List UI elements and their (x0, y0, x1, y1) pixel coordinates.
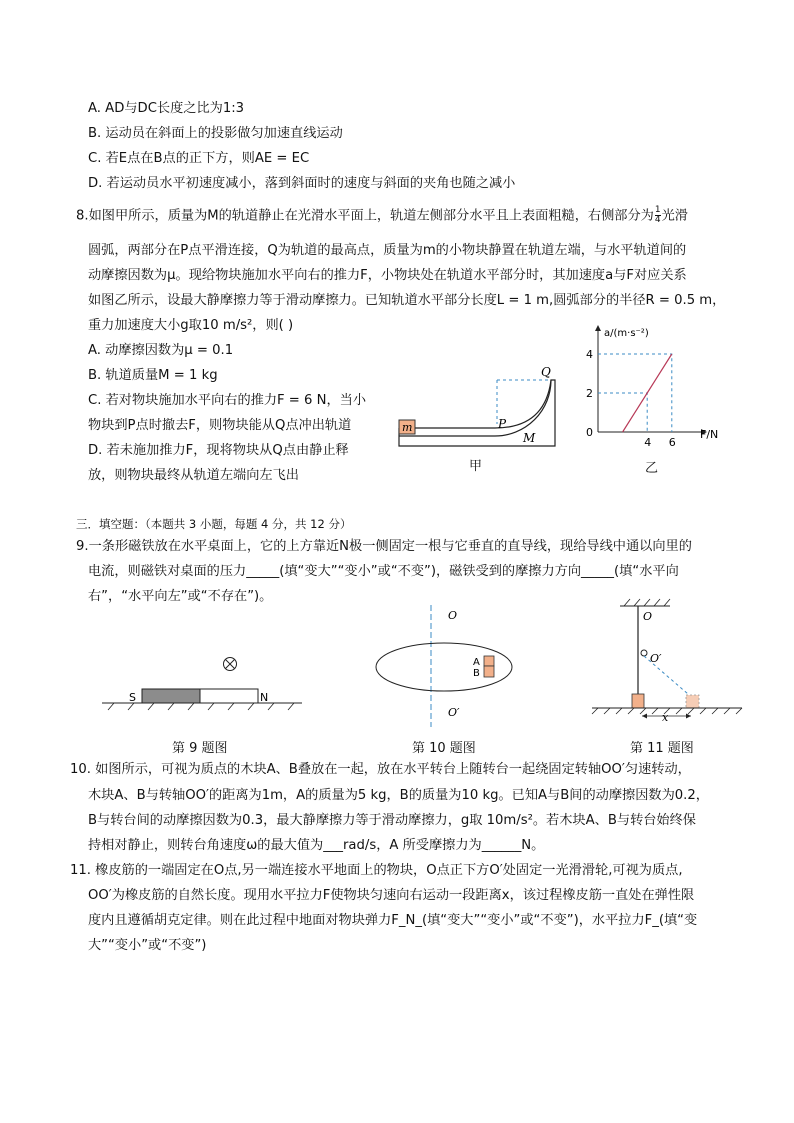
distance-label-x: x (662, 711, 669, 724)
point-label-O-prime: O′ (650, 652, 662, 665)
q11-line1: 11. 橡皮筋的一端固定在O点,另一端连接水平地面上的物块，O点正下方O′处固定一光滑滑轮,可视为质点, (70, 863, 683, 878)
figure-yi-caption: 乙 (645, 461, 659, 476)
x-tick-label-4: 4 (644, 436, 652, 449)
label-P: P (498, 417, 507, 431)
figure-11-caption: 第 11 题图 (630, 741, 694, 756)
x-axis-label: F/N (700, 428, 719, 441)
q10-line1: 10. 如图所示，可视为质点的木块A、B叠放在一起，放在水平转台上随转台一起绕固定转轴OO′匀速转动， (70, 762, 691, 777)
magnet-n-half (200, 689, 258, 703)
q11-line2: OO′为橡皮筋的自然长度。现用水平拉力F使物块匀速向右运动一段距离x，该过程橡皮筋一直处在弹性限 (88, 888, 695, 903)
label-M: M (523, 431, 536, 445)
q8-stem-line3: 动摩擦因数为μ。现给物块施加水平向右的推力F，小物块处在轨道水平部分时，其加速度a与F对应关系 (88, 268, 687, 283)
dashed-band-to-block (644, 656, 688, 694)
y-tick-label-2: 2 (586, 387, 593, 400)
q8-stem-line2: 圆弧，两部分在P点平滑连接，Q为轨道的最高点，质量为m的小物块静置在轨道左端，与水平轨道间的 (88, 243, 687, 258)
q8-stem-line4: 如图乙所示，设最大静摩擦力等于滑动摩擦力。已知轨道水平部分长度L = 1 m,圆弧部分的半径R = 0.5 m， (88, 293, 726, 308)
q8-stem-text: 8.如图甲所示，质量为M的轨道静止在光滑水平面上，轨道左侧部分水平且上表面粗糙，右侧部分为 (76, 208, 654, 224)
q10-line2: 木块A、B与转轴OO′的距离为1m，A的质量为5 kg，B的质量为10 kg。已知A与B间的动摩擦因数为0.2， (88, 788, 709, 803)
q9-line3: 右”，“水平向左”或“不存在”)。 (88, 589, 273, 604)
x-tick-label-6: 6 (668, 436, 676, 449)
block-A (484, 656, 494, 666)
magnet-s-half (142, 689, 200, 703)
q8-option-c: C. 若对物块施加水平向右的推力F = 6 N，当小 (88, 393, 367, 408)
q9-line2: 电流，则磁铁对桌面的压力_____(填“变大”“变小”或“不变”)，磁铁受到的摩擦力方向_____(填“水平向 (88, 564, 679, 579)
y-axis-label: a/(m·s⁻²) (604, 328, 649, 339)
block-B (484, 666, 494, 677)
ceiling-hatching (624, 599, 670, 606)
label-m: m (402, 421, 413, 434)
pole-label-S: S (129, 691, 136, 704)
block-final (686, 695, 699, 708)
distance-arrow-left-head (642, 714, 647, 719)
y-tick-label-4: 4 (586, 348, 593, 361)
axis-label-O: O (448, 609, 458, 622)
q8-stem-line5: 重力加速度大小g取10 m/s²，则( ) (88, 318, 294, 333)
point-label-O: O (643, 610, 653, 623)
q8-stem-line1 (76, 206, 688, 227)
label-Q: Q (541, 365, 551, 379)
table-hatching (108, 703, 294, 710)
section-three-header: 三．填空题：（本题共 3 小题，每题 4 分，共 12 分） (76, 517, 352, 531)
block-initial (632, 694, 644, 708)
q8-option-d-cont: 放，则物块最终从轨道左端向左飞出 (88, 468, 299, 483)
q7-option-c: C. 若E点在B点的正下方，则AE = EC (88, 151, 310, 166)
q11-line3: 度内且遵循胡克定律。则在此过程中地面对物块弹力F_N_(填“变大”“变小”或“不变”)，水平拉力F_(填“变 (88, 913, 698, 928)
axis-label-O-prime: O′ (448, 706, 460, 719)
q7-option-d: D. 若运动员水平初速度减小，落到斜面时的速度与斜面的夹角也随之减小 (88, 176, 516, 191)
fraction-numerator: 1 (654, 205, 661, 215)
distance-arrow-right-head (686, 714, 691, 719)
q10-line4: 持相对静止，则转台角速度ω的最大值为___rad/s，A 所受摩擦力为______N。 (88, 838, 545, 853)
wire-into-page-icon (224, 658, 237, 671)
q8-stem-tail: 光滑 (661, 208, 688, 224)
pole-label-N: N (260, 691, 269, 704)
figure-10 (372, 605, 522, 730)
q8-option-c-cont: 物块到P点时撤去F，则物块能从Q点冲出轨道 (88, 418, 352, 433)
figure-yi-chart (580, 322, 730, 452)
q7-option-b: B. 运动员在斜面上的投影做匀加速直线运动 (88, 126, 343, 141)
block-label-B: B (473, 668, 480, 679)
figure-jia (395, 365, 575, 450)
fraction-denominator: 4 (654, 215, 661, 225)
guide-line-4 (598, 393, 647, 432)
quarter-fraction (655, 206, 661, 225)
figure-10-caption: 第 10 题图 (412, 741, 476, 756)
block-label-A: A (473, 657, 480, 668)
q8-option-a: A. 动摩擦因数为μ = 0.1 (88, 343, 234, 358)
q10-line3: B与转台间的动摩擦因数为0.3，最大静摩擦力等于滑动摩擦力，g取 10m/s²。若木块A、B与转台始终保 (88, 813, 696, 828)
q11-line4: 大”“变小”或“不变”) (88, 938, 207, 953)
q8-option-d: D. 若未施加推力F，现将物块从Q点由静止释 (88, 443, 349, 458)
figure-11 (588, 596, 748, 726)
figure-9-caption: 第 9 题图 (172, 741, 228, 756)
q9-line1: 9.一条形磁铁放在水平桌面上，它的上方靠近N极一侧固定一根与它垂直的直导线，现给导线中通以向里的 (76, 539, 692, 554)
figure-9 (100, 650, 310, 720)
q7-option-a: A. AD与DC长度之比为1:3 (88, 101, 245, 116)
figure-jia-caption: 甲 (469, 459, 483, 474)
q8-option-b: B. 轨道质量M = 1 kg (88, 368, 218, 383)
pulley (641, 650, 647, 656)
origin-label: 0 (586, 426, 593, 439)
